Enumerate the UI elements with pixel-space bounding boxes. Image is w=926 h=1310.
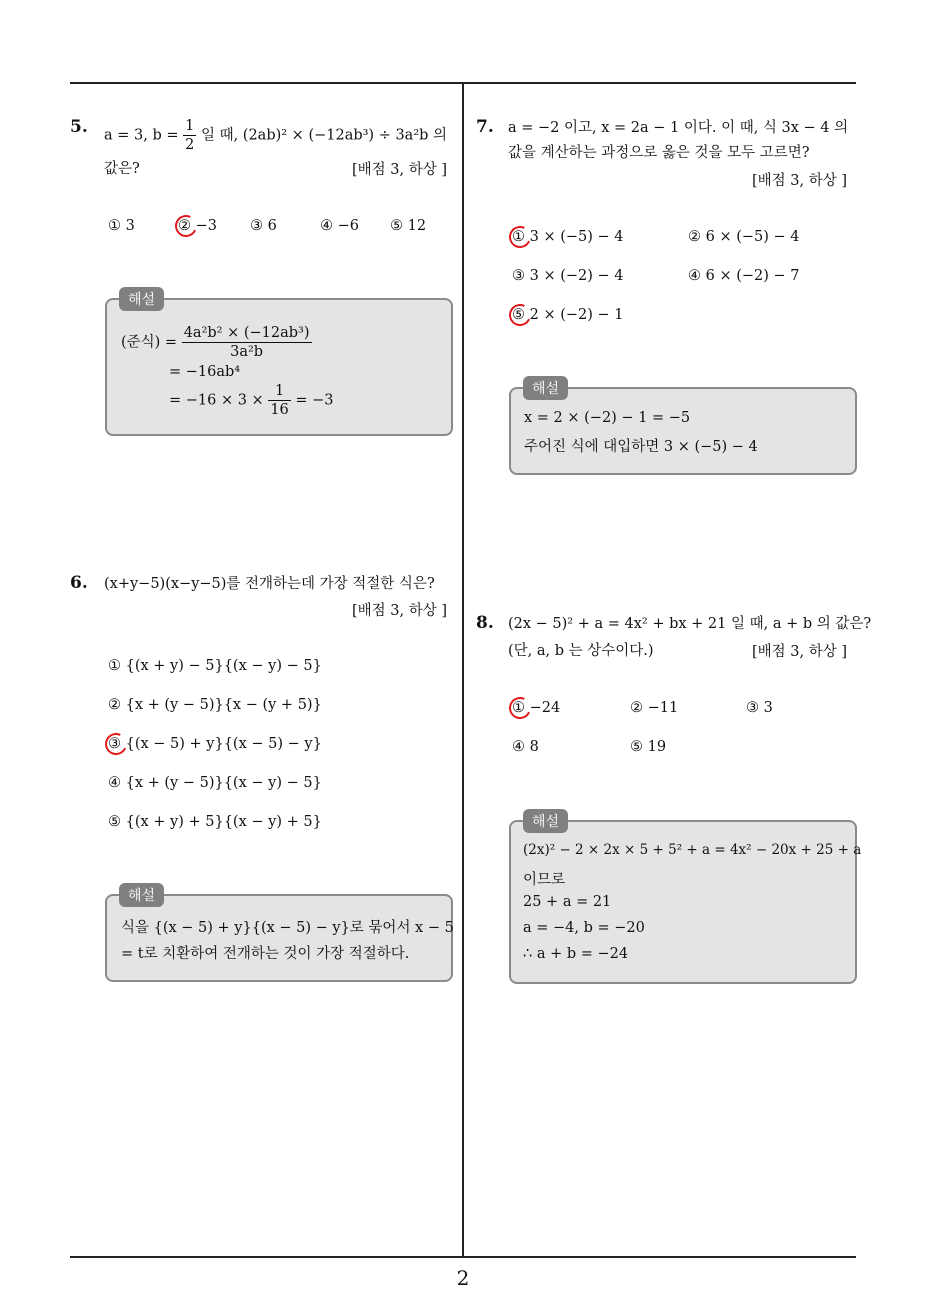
q5-sol-line1 xyxy=(121,324,312,361)
q8-option-3[interactable]: ③ 3 xyxy=(746,700,773,716)
q7-score: [배점 3, 하상 ] xyxy=(752,173,848,189)
q5-sol-num-2: 1 xyxy=(268,382,290,401)
q8-sol-line3: 25 + a = 21 xyxy=(523,894,612,910)
q5-sol-den-2: 16 xyxy=(270,402,289,418)
q7-option-3[interactable]: ③ 3 × (−2) − 4 xyxy=(512,268,624,284)
q5-text-line2: 값은? xyxy=(104,161,140,177)
q6-option-2[interactable]: ② {x + (y − 5)}{x − (y + 5)} xyxy=(108,697,322,713)
q6-sol-line1: 식을 {(x − 5) + y}{(x − 5) − y}로 묶어서 x − 5 xyxy=(121,920,454,936)
q8-solution-box xyxy=(509,820,862,984)
q5-text xyxy=(104,117,447,154)
q5-sol-line3-pre: = −16 × 3 × xyxy=(169,392,269,409)
q5-number: 5. xyxy=(70,117,88,137)
q5-solution-tab: 해설 xyxy=(119,287,164,311)
q5-score: [배점 3, 하상 ] xyxy=(352,162,448,178)
q6-number: 6. xyxy=(70,573,88,593)
q5-sol-den: 3a²b xyxy=(230,344,264,360)
q8-solution-tab: 해설 xyxy=(523,809,568,833)
q5-option-2[interactable]: ② −3 xyxy=(178,218,217,234)
q7-text: a = −2 이고, x = 2a − 1 이다. 이 때, 식 3x − 4 의 xyxy=(508,120,849,136)
q8-option-1[interactable]: ① −24 xyxy=(512,700,561,716)
q5-frac-den: 2 xyxy=(185,137,195,153)
answer-mark-icon xyxy=(506,694,534,722)
q6-option-1[interactable]: ① {(x + y) − 5}{(x − y) − 5} xyxy=(108,658,322,674)
answer-mark-icon xyxy=(506,301,534,329)
q7-option-4[interactable]: ④ 6 × (−2) − 7 xyxy=(688,268,800,284)
q8-option-4[interactable]: ④ 8 xyxy=(512,739,539,755)
q8-text-line2: (단, a, b 는 상수이다.) xyxy=(508,643,654,659)
q5-option-1[interactable]: ① 3 xyxy=(108,218,135,234)
q8-sol-line4: a = −4, b = −20 xyxy=(523,920,645,936)
q7-sol-line1: x = 2 × (−2) − 1 = −5 xyxy=(524,410,691,426)
bottom-rule xyxy=(70,1256,856,1258)
q7-option-5[interactable]: ⑤ 2 × (−2) − 1 xyxy=(512,307,624,323)
q5-sol-line2: = −16ab⁴ xyxy=(169,364,241,380)
q6-option-3[interactable]: ③ {(x − 5) + y}{(x − 5) − y} xyxy=(108,736,322,752)
q8-score: [배점 3, 하상 ] xyxy=(752,644,848,660)
q6-text: (x+y−5)(x−y−5)를 전개하는데 가장 적절한 식은? xyxy=(104,576,435,592)
q5-option-5[interactable]: ⑤ 12 xyxy=(390,218,427,234)
q8-sol-line2: 이므로 xyxy=(523,872,566,888)
q5-sol-label: (준식) = xyxy=(121,334,182,351)
q6-sol-line2: = t로 치환하여 전개하는 것이 가장 적절하다. xyxy=(121,946,410,962)
q7-text-line2: 값을 계산하는 과정으로 옳은 것을 모두 고르면? xyxy=(508,145,810,161)
answer-mark-icon xyxy=(172,212,200,240)
q6-option-4[interactable]: ④ {x + (y − 5)}{(x − y) − 5} xyxy=(108,775,322,791)
q8-sol-line5: ∴ a + b = −24 xyxy=(523,946,629,962)
q7-solution-tab: 해설 xyxy=(523,376,568,400)
q5-sol-fraction xyxy=(182,324,312,361)
q6-option-5[interactable]: ⑤ {(x + y) + 5}{(x − y) + 5} xyxy=(108,814,322,830)
q8-text: (2x − 5)² + a = 4x² + bx + 21 일 때, a + b 의 값은? xyxy=(508,616,872,632)
q5-option-3[interactable]: ③ 6 xyxy=(250,218,277,234)
q6-score: [배점 3, 하상 ] xyxy=(352,603,448,619)
column-divider xyxy=(462,82,464,1257)
q6-solution-tab: 해설 xyxy=(119,883,164,907)
q5-sol-num: 4a²b² × (−12ab³) xyxy=(183,325,310,341)
q5-frac-num: 1 xyxy=(185,118,195,134)
q6-solution-box xyxy=(105,894,453,982)
q7-solution-box xyxy=(509,387,857,475)
page-number: 2 xyxy=(456,1266,470,1290)
q7-option-1[interactable]: ① 3 × (−5) − 4 xyxy=(512,229,624,245)
q5-solution-box xyxy=(105,298,453,436)
answer-mark-icon xyxy=(102,730,130,758)
q7-number: 7. xyxy=(476,117,494,137)
q8-number: 8. xyxy=(476,613,494,633)
q5-sol-fraction-2 xyxy=(268,382,290,419)
q8-sol-line1: (2x)² − 2 × 2x × 5 + 5² + a = 4x² − 20x + 25 + a xyxy=(523,842,862,858)
answer-mark-icon xyxy=(506,223,534,251)
q5-fraction xyxy=(183,117,196,154)
q7-option-2[interactable]: ② 6 × (−5) − 4 xyxy=(688,229,800,245)
q5-option-4[interactable]: ④ −6 xyxy=(320,218,359,234)
q5-sol-line3-post: = −3 xyxy=(290,392,334,409)
q8-option-5[interactable]: ⑤ 19 xyxy=(630,739,667,755)
q8-option-2[interactable]: ② −11 xyxy=(630,700,679,716)
q7-sol-line2: 주어진 식에 대입하면 3 × (−5) − 4 xyxy=(524,439,758,455)
q5-text-pre: a = 3, b = xyxy=(104,127,184,144)
q5-text-post: 일 때, (2ab)² × (−12ab³) ÷ 3a²b 의 xyxy=(196,127,448,144)
q5-sol-line3 xyxy=(169,382,334,419)
